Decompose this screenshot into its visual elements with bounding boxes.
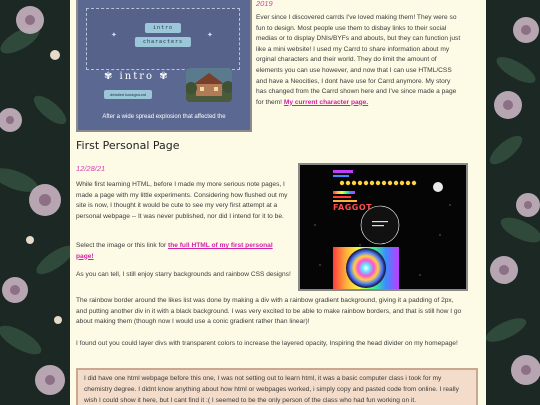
section-date: 12/28/21 <box>76 164 106 173</box>
character-page-link[interactable]: My current character page. <box>283 98 369 106</box>
link-paragraph-prefix: Select the image or this link for <box>76 242 167 249</box>
layered-divs-paragraph: I found out you could layer divs with transparent colors to increase the layered opacity, Inspiring the head divider on my homepage! <box>76 340 458 347</box>
screenshot-banner-text: FAGGOT <box>333 203 373 212</box>
right-floral-background <box>486 0 540 405</box>
sparkle-icon: ✦ <box>111 32 117 39</box>
intro-paragraph: While first learning HTML, before I made my more serious note pages, I made a page with my little experiments. Considering how flushed out my site is now, I thought it would be cute to see my very first attempt at a personal webpage -- It was never published, nor did I intend for it to be. <box>76 181 288 220</box>
note-box: I did have one html webpage before this one, I was not setting out to learn html, it was a basic computer class i took for my chemistry degree. I didnt know anything about how html or webpages worked, i simply copy and pasted code from online. I really wish I could show it here, but I cant find it :( I seemed to be the only person of the class who had fun working on it. <box>76 368 478 405</box>
link-paragraph <box>76 241 292 262</box>
carrd-preview-image[interactable] <box>76 0 252 132</box>
first-personal-page-screenshot[interactable] <box>298 163 468 291</box>
carrd-intro-heading: ✾ intro ✾ <box>104 71 170 82</box>
house-photo <box>186 68 232 102</box>
carrd-characters-pill: characters <box>135 37 191 47</box>
top-paragraph <box>256 13 462 108</box>
carrd-caption-text: After a wide spread explosion that affected the <box>102 114 226 120</box>
section-title: First Personal Page <box>76 139 180 152</box>
top-paragraph-text: Ever since I discovered carrds I've loved making them! They were so fun to design. Most people use them to disbay links to their social medias or to display DNIs/BYFs and abouts, but they can function just like a mini website! I used my Carrd to share information about my orginal characters and their world. They do limit the amount of elements you can use however, and now that I can use HTML/CSS and have a Neocities, I dont have use for Carrd anymore. My story has changed from the Carrd shown here and I've since made a page for them! <box>256 14 461 106</box>
carrd-intro-pill: intro <box>145 23 181 33</box>
left-floral-background <box>0 0 70 405</box>
sparkle-icon: ✦ <box>207 32 213 39</box>
top-date: 2019 <box>256 0 273 8</box>
carrd-detailed-background-pill: detailed background <box>104 90 152 99</box>
rainbow-border-paragraph: The rainbow border around the likes list was done by making a div with a rainbow gradient background, giving it a padding of 2px, and putting another div in it with a black background. I was very excited to be able to make rainbow borders, and that is still how I go about making them (though now I would use a conic gradient rather than linear)! <box>76 297 462 326</box>
content-page <box>70 0 486 405</box>
starry-paragraph: As you can tell, I still enjoy starry backgrounds and rainbow CSS designs! <box>76 271 291 278</box>
first-page-html-link[interactable]: the full HTML of my first personal page! <box>76 242 273 260</box>
carrd-header-box <box>86 8 240 70</box>
